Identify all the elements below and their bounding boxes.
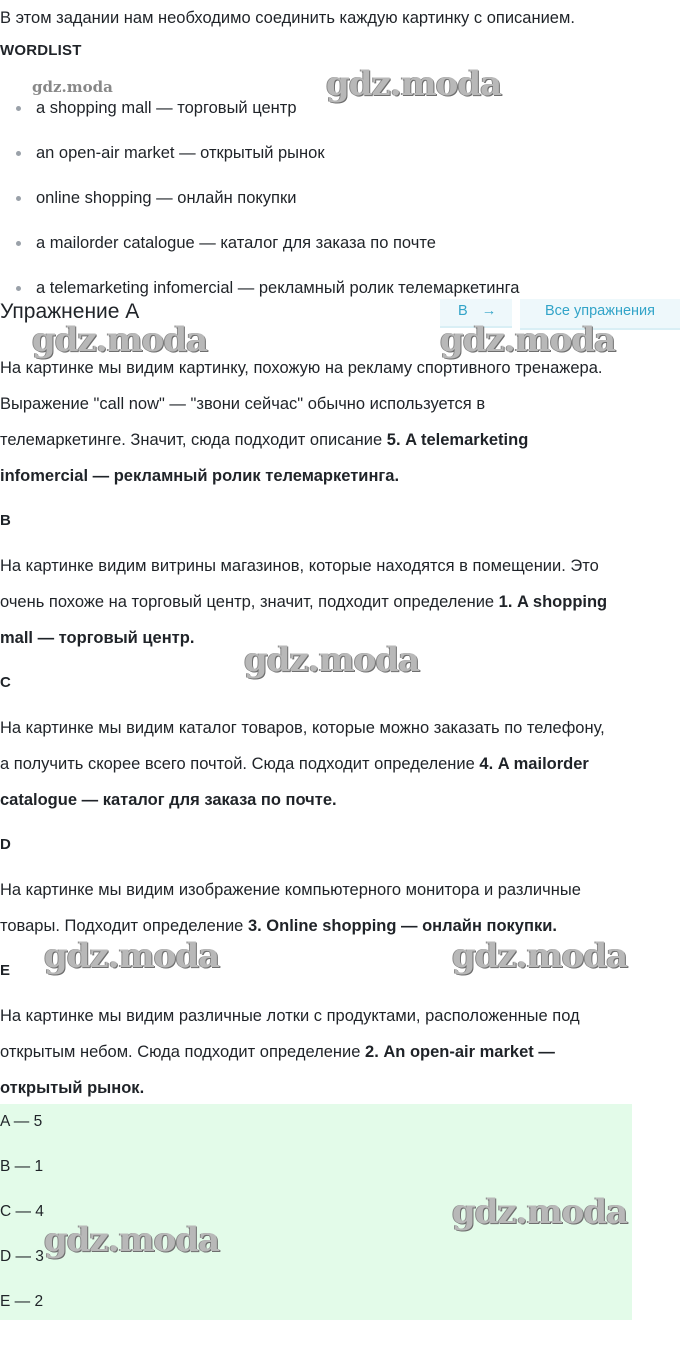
section-d	[0, 872, 680, 944]
watermark: gdz.moda	[452, 936, 628, 976]
watermark: gdz.moda	[44, 936, 220, 976]
watermark: gdz.moda	[32, 78, 113, 96]
section-b	[0, 548, 680, 656]
watermark: gdz.moda	[452, 1192, 628, 1232]
section-a-line: телемаркетинге. Значит, сюда подходит описание 5. A telemarketing	[0, 431, 529, 449]
section-e	[0, 998, 680, 1106]
bullet-icon	[16, 106, 21, 111]
exercise-title: Упражнение A	[0, 300, 140, 323]
section-a-line: infomercial — рекламный ролик телемаркетинга.	[0, 467, 400, 485]
section-c-line: На картинке мы видим каталог товаров, которые можно заказать по телефону,	[0, 719, 605, 737]
section-a-line: Выражение "call now" — "звони сейчас" обычно используется в	[0, 395, 486, 413]
section-e-line: открытый рынок.	[0, 1079, 145, 1097]
answer-item: B — 1	[0, 1158, 44, 1175]
section-b-line: очень похоже на торговый центр, значит, подходит определение 1. A shopping	[0, 593, 608, 611]
section-e-label: E	[0, 962, 11, 979]
answer-item: E — 2	[0, 1293, 44, 1310]
section-c-line: а получить скорее всего почтой. Сюда подходит определение 4. A mailorder	[0, 755, 589, 773]
wordlist-item: a telemarketing infomercial — рекламный ролик телемаркетинга	[0, 270, 519, 315]
answers-box	[0, 1104, 632, 1320]
section-e-line: открытым небом. Сюда подходит определение 2. An open-air market —	[0, 1043, 555, 1061]
all-exercises-button[interactable]: Все упражнения	[520, 299, 680, 330]
intro-text: В этом задании нам необходимо соединить каждую картинку с описанием.	[0, 9, 575, 27]
answer-item: D — 3	[0, 1248, 44, 1265]
section-a	[0, 350, 680, 494]
bullet-icon	[16, 241, 21, 246]
arrow-right-icon: →	[481, 303, 497, 319]
watermark: gdz.moda	[326, 64, 502, 104]
watermark: gdz.moda	[32, 320, 208, 360]
section-c-line: catalogue — каталог для заказа по почте.	[0, 791, 337, 809]
section-d-label: D	[0, 836, 11, 853]
section-a-line: На картинке мы видим картинку, похожую на рекламу спортивного тренажера.	[0, 359, 603, 377]
watermark: gdz.moda	[44, 1220, 220, 1260]
next-exercise-label: B	[458, 303, 468, 319]
wordlist-item: an open-air market — открытый рынок	[0, 135, 519, 180]
section-b-label: B	[0, 512, 11, 529]
section-d-line: товары. Подходит определение 3. Online shopping — онлайн покупки.	[0, 917, 557, 935]
answer-item: A — 5	[0, 1113, 43, 1130]
section-e-line: На картинке мы видим различные лотки с продуктами, расположенные под	[0, 1007, 580, 1025]
watermark: gdz.moda	[244, 640, 420, 680]
wordlist-item: online shopping — онлайн покупки	[0, 180, 519, 225]
bullet-icon	[16, 286, 21, 291]
section-c	[0, 710, 680, 818]
section-d-line: На картинке мы видим изображение компьютерного монитора и различные	[0, 881, 581, 899]
section-b-line: mall — торговый центр.	[0, 629, 195, 647]
wordlist	[0, 90, 519, 315]
wordlist-item: a shopping mall — торговый центр	[0, 90, 519, 135]
section-b-line: На картинке видим витрины магазинов, которые находятся в помещении. Это	[0, 557, 599, 575]
watermark: gdz.moda	[440, 320, 616, 360]
bullet-icon	[16, 196, 21, 201]
next-exercise-button[interactable]	[440, 299, 512, 328]
wordlist-title: WORDLIST	[0, 42, 82, 59]
answer-item: C — 4	[0, 1203, 44, 1220]
bullet-icon	[16, 151, 21, 156]
wordlist-item: a mailorder catalogue — каталог для заказа по почте	[0, 225, 519, 270]
section-c-label: C	[0, 674, 11, 691]
